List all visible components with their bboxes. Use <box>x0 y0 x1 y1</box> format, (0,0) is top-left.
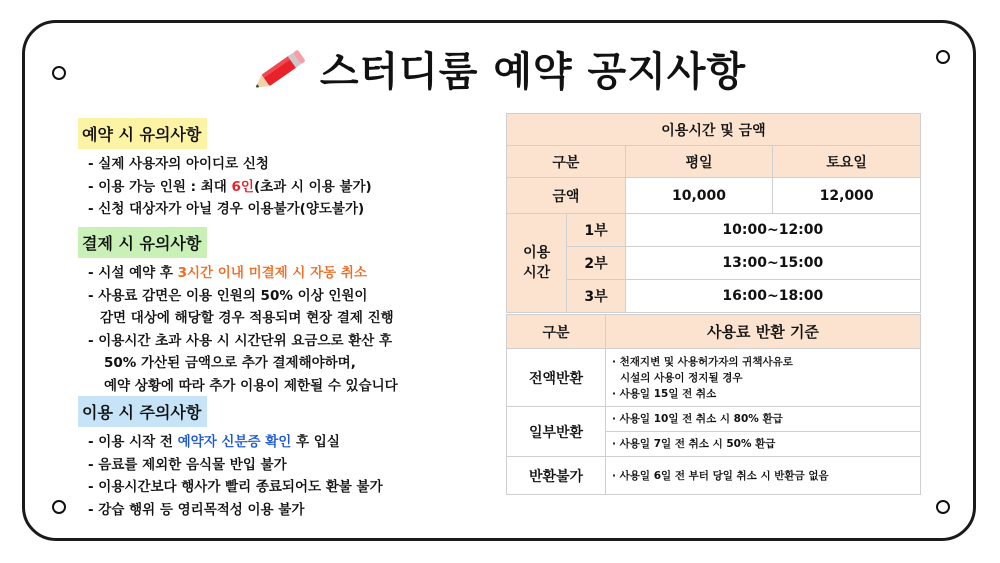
page-title: 스터디룸 예약 공지사항 <box>319 49 747 95</box>
price-saturday: 12,000 <box>773 178 921 214</box>
header-weekday: 평일 <box>625 146 773 178</box>
section-heading: 결제 시 유의사항 <box>78 227 207 258</box>
list-item: 감면 대상에 해당할 경우 적용되며 현장 결제 진행 <box>100 310 394 326</box>
list-item: - 음료를 제외한 음식물 반입 불가 <box>88 456 287 473</box>
list-item: - 신청 대상자가 아닐 경우 이용불가(양도불가) <box>88 201 365 217</box>
list-item: - 사용료 감면은 이용 인원의 50% 이상 인원이 <box>88 287 368 304</box>
header-category: 구분 <box>507 146 626 178</box>
list-item: - 실제 사용자의 아이디로 신청 <box>88 156 269 172</box>
header-criteria: 사용료 반환 기준 <box>606 315 921 349</box>
section-heading: 예약 시 유의사항 <box>78 118 207 149</box>
list-item: 50% 가산된 금액으로 추가 결제해야하며, <box>104 355 356 371</box>
partial-refund-criteria: · 사용일 10일 전 취소 시 80% 환급 <box>606 407 921 432</box>
corner-hole-bottom-left <box>52 500 66 514</box>
slot-part: 1부 <box>567 214 625 247</box>
section-usage <box>78 396 383 521</box>
full-refund-label: 전액반환 <box>507 349 606 407</box>
list-item: - 이용시간 초과 사용 시 시간단위 요금으로 환산 후 <box>88 332 393 349</box>
section-payment <box>78 227 398 397</box>
slot-time: 10:00~12:00 <box>625 214 920 247</box>
full-refund-criteria: · 천재지변 및 사용허가자의 귀책사유로 시설의 사용이 정지될 경우 · 사용일 15일 전 취소 <box>606 349 921 407</box>
title-area <box>0 40 1000 97</box>
refund-table <box>506 314 921 495</box>
time-label: 이용 시간 <box>507 214 567 313</box>
list-item: - 시설 예약 후 3시간 이내 미결제 시 자동 취소 <box>88 265 367 281</box>
slot-part: 2부 <box>567 247 625 280</box>
list-item: 예약 상황에 따라 추가 이용이 제한될 수 있습니다 <box>104 377 398 394</box>
list-item: - 이용시간보다 행사가 빨리 종료되어도 환불 불가 <box>88 479 383 495</box>
list-item: - 이용 시작 전 예약자 신분증 확인 후 입실 <box>88 434 340 450</box>
partial-refund-criteria: · 사용일 7일 전 취소 시 50% 환급 <box>606 432 921 457</box>
header-category: 구분 <box>507 315 606 349</box>
section-reservation <box>78 118 372 221</box>
price-table-caption: 이용시간 및 금액 <box>507 114 921 146</box>
slot-time: 13:00~15:00 <box>625 247 920 280</box>
price-weekday: 10,000 <box>625 178 773 214</box>
corner-hole-bottom-right <box>936 500 950 514</box>
slot-part: 3부 <box>567 280 625 313</box>
partial-refund-label: 일부반환 <box>507 407 606 457</box>
header-saturday: 토요일 <box>773 146 921 178</box>
list-item: - 강습 행위 등 영리목적성 이용 불가 <box>88 501 305 518</box>
pencil-icon <box>254 46 310 92</box>
price-table <box>506 113 921 313</box>
section-heading: 이용 시 주의사항 <box>78 396 207 427</box>
no-refund-criteria: · 사용일 6일 전 부터 당일 취소 시 반환금 없음 <box>606 457 921 495</box>
no-refund-label: 반환불가 <box>507 457 606 495</box>
price-label: 금액 <box>507 178 626 214</box>
slot-time: 16:00~18:00 <box>625 280 920 313</box>
list-item: - 이용 가능 인원 : 최대 6인(초과 시 이용 불가) <box>88 178 372 195</box>
